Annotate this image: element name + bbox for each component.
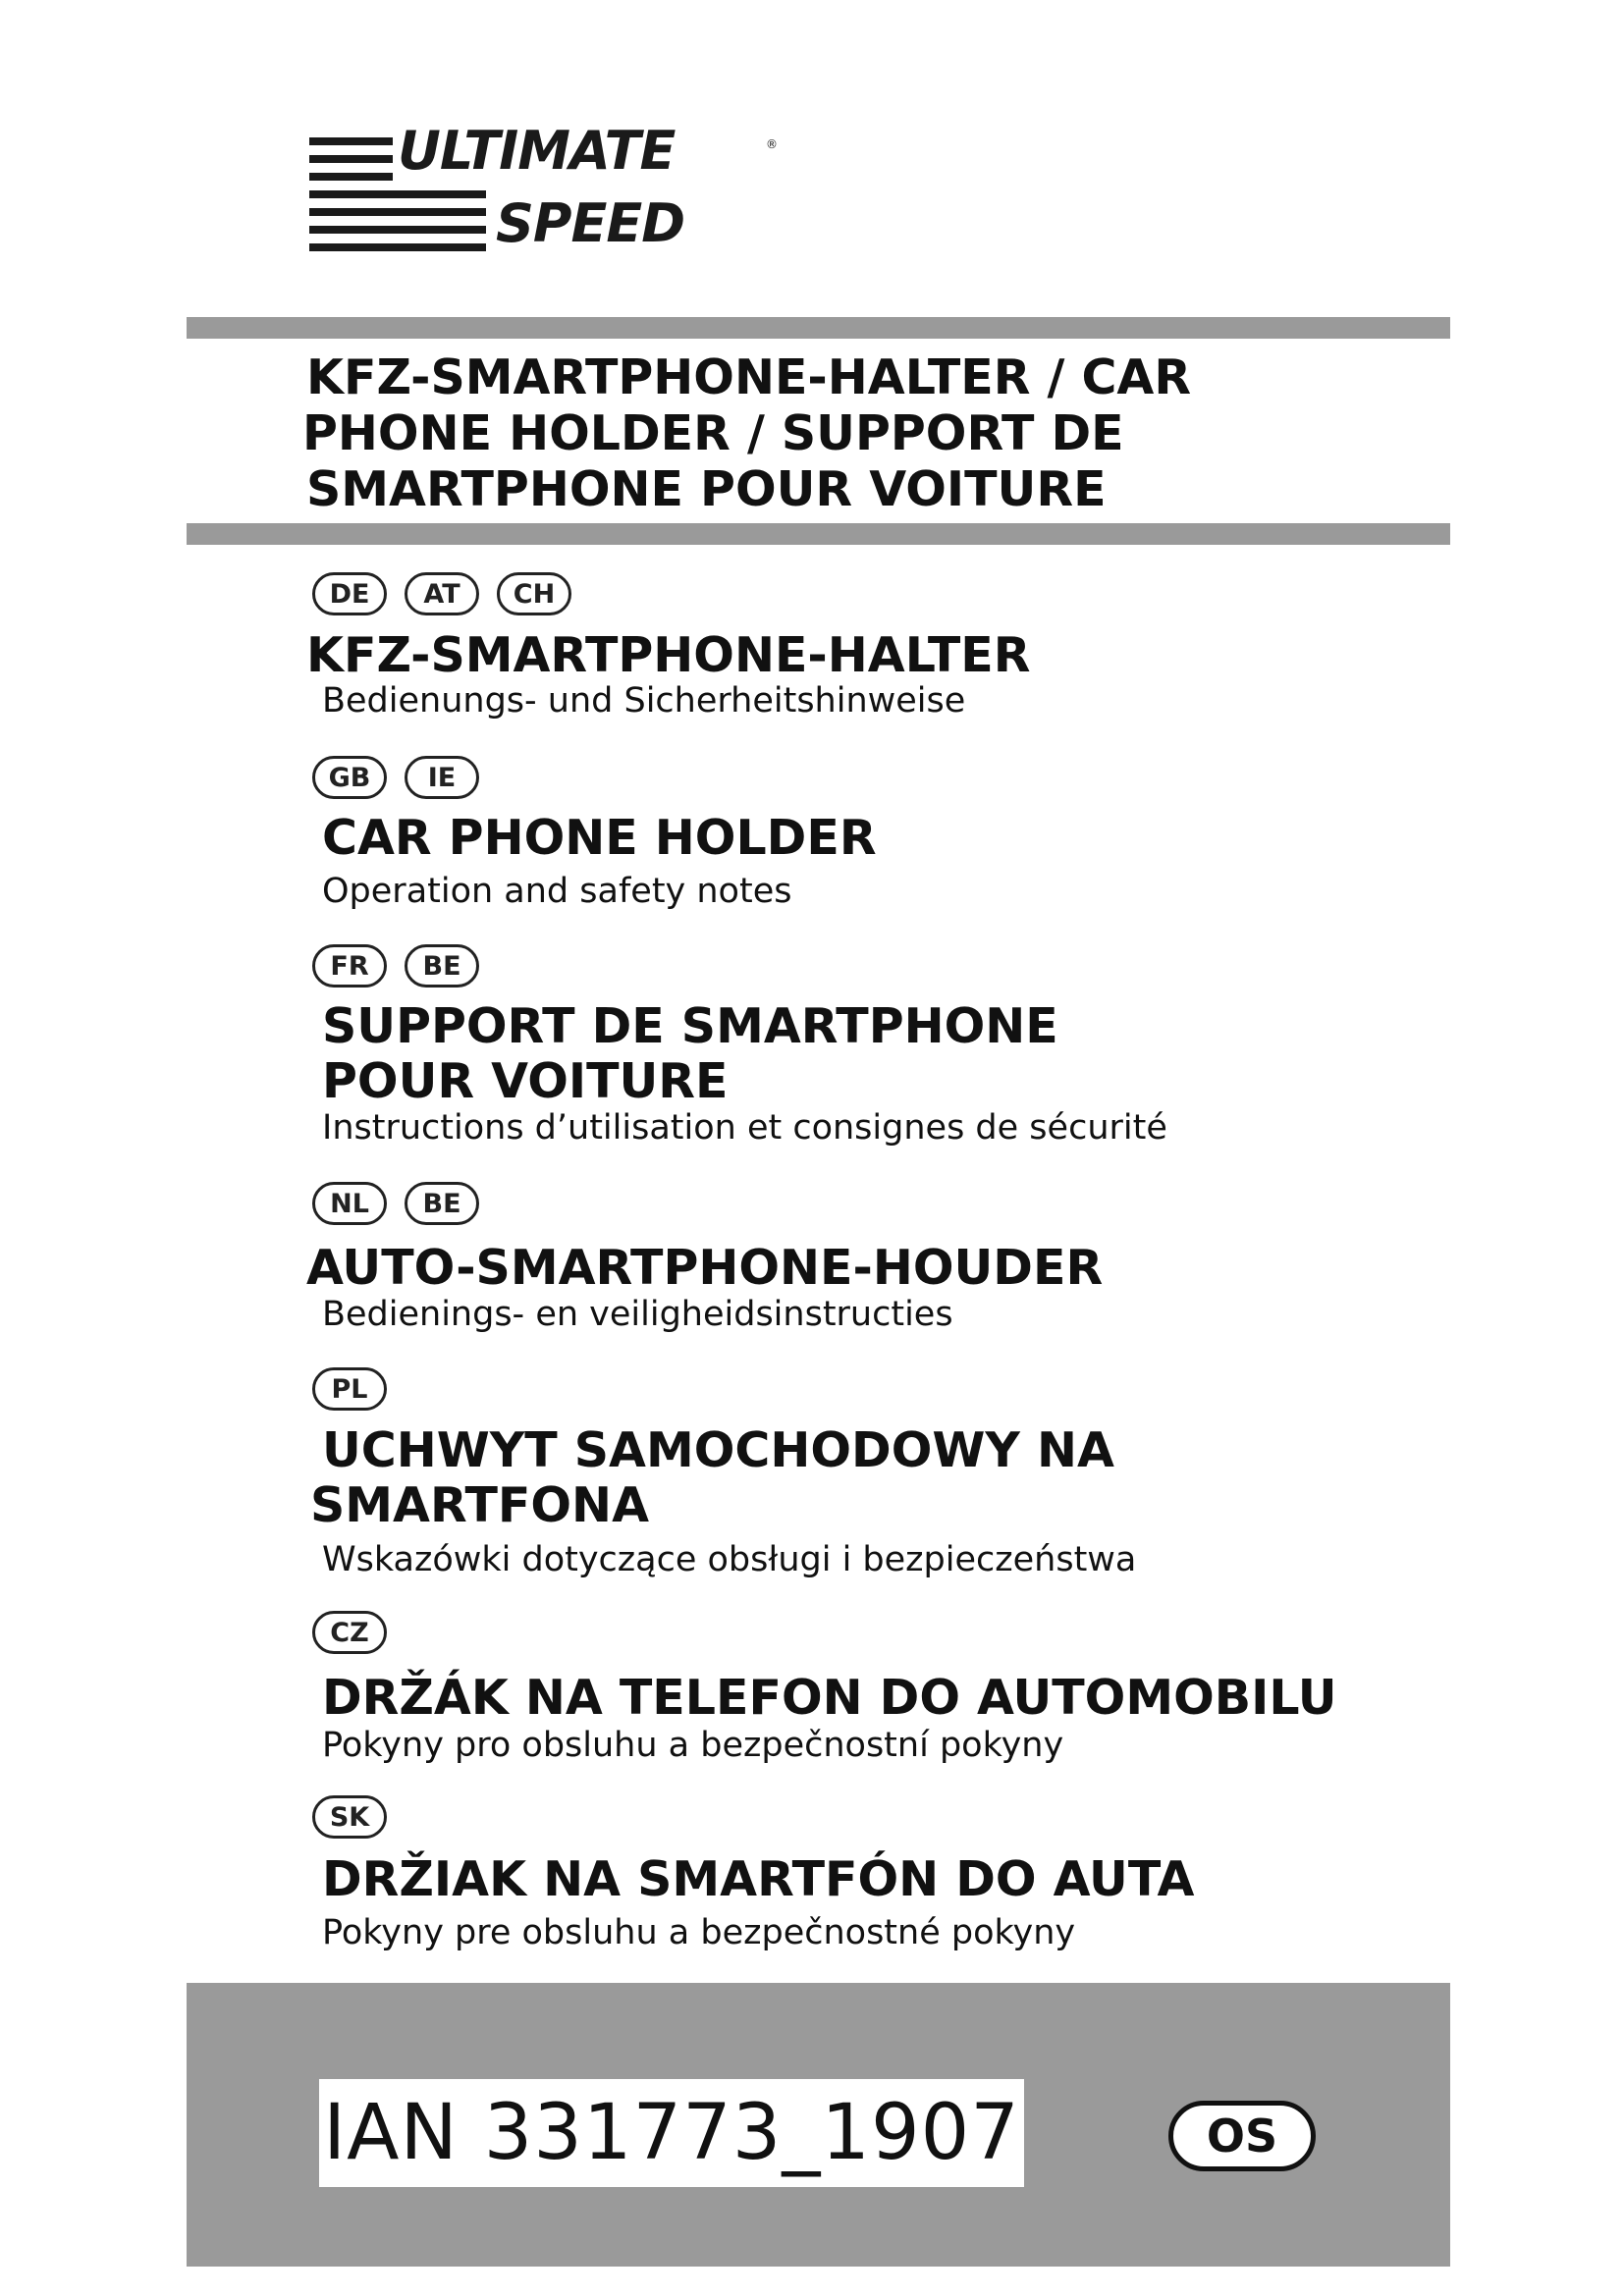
section-title-line: SUPPORT DE SMARTPHONE: [322, 998, 1058, 1054]
logo-word-speed: SPEED: [496, 192, 685, 254]
country-badge-ch: CH: [497, 572, 571, 615]
section-subtitle-gb: Operation and safety notes: [322, 872, 792, 911]
section-subtitle-de: Bedienungs- und Sicherheitshinweise: [322, 681, 966, 721]
country-badges-gb: [312, 756, 479, 805]
country-badge-de: DE: [312, 572, 387, 615]
section-title-cz: DRŽÁK NA TELEFON DO AUTOMOBILU: [322, 1670, 1337, 1726]
section-title-line: UCHWYT SAMOCHODOWY NA: [322, 1422, 1114, 1478]
section-title-line: SMARTFONA: [310, 1477, 649, 1533]
main-title-line: PHONE HOLDER / SUPPORT DE: [302, 405, 1124, 461]
country-badges-nl: [312, 1182, 479, 1231]
country-badge-nl: NL: [312, 1182, 387, 1225]
main-title: [302, 349, 1406, 517]
title-divider: [187, 523, 1450, 545]
os-badge: OS: [1168, 2101, 1316, 2171]
country-badge-gb: GB: [312, 756, 387, 799]
section-title-line: POUR VOITURE: [322, 1053, 729, 1109]
country-badges-de: [312, 572, 571, 621]
section-subtitle-nl: Bedienings- en veiligheidsinstructies: [322, 1295, 953, 1334]
logo-speed-line: [309, 137, 393, 145]
section-subtitle-pl: Wskazówki dotyczące obsługi i bezpieczeństwa: [322, 1540, 1137, 1579]
footer-band: [187, 1983, 1450, 2267]
logo-speed-line: [309, 190, 486, 198]
country-badge-sk: SK: [312, 1795, 387, 1839]
logo-word-ultimate: ULTIMATE: [398, 120, 676, 182]
main-title-line: SMARTPHONE POUR VOITURE: [306, 461, 1107, 517]
logo-speed-line: [309, 243, 486, 251]
country-badges-fr: [312, 944, 479, 993]
section-title-pl: [310, 1422, 1451, 1533]
main-title-line: KFZ-SMARTPHONE-HALTER / CAR: [306, 349, 1192, 405]
ian-number: IAN 331773_1907: [319, 2079, 1024, 2187]
section-title-fr: [322, 999, 1451, 1109]
country-badge-be: BE: [405, 1182, 479, 1225]
country-badge-fr: FR: [312, 944, 387, 988]
country-badges-sk: [312, 1795, 387, 1844]
logo-speed-line: [309, 226, 486, 234]
country-badges-pl: [312, 1367, 387, 1416]
country-badges-cz: [312, 1611, 387, 1660]
top-divider: [187, 317, 1450, 339]
brand-logo: [309, 116, 781, 273]
section-subtitle-sk: Pokyny pre obsluhu a bezpečnostné pokyny: [322, 1913, 1076, 1952]
section-title-de: KFZ-SMARTPHONE-HALTER: [306, 627, 1031, 683]
section-title-gb: CAR PHONE HOLDER: [322, 810, 877, 866]
logo-trademark: ®: [766, 137, 778, 151]
country-badge-pl: PL: [312, 1367, 387, 1411]
country-badge-cz: CZ: [312, 1611, 387, 1654]
section-subtitle-fr: Instructions d’utilisation et consignes de sécurité: [322, 1108, 1167, 1148]
logo-speed-line: [309, 208, 486, 216]
logo-speed-line: [309, 173, 393, 181]
section-title-nl: AUTO-SMARTPHONE-HOUDER: [306, 1240, 1104, 1296]
section-title-sk: DRŽIAK NA SMARTFÓN DO AUTA: [322, 1851, 1195, 1907]
country-badge-be: BE: [405, 944, 479, 988]
country-badge-ie: IE: [405, 756, 479, 799]
logo-speed-line: [309, 155, 393, 163]
country-badge-at: AT: [405, 572, 479, 615]
section-subtitle-cz: Pokyny pro obsluhu a bezpečnostní pokyny: [322, 1726, 1064, 1765]
